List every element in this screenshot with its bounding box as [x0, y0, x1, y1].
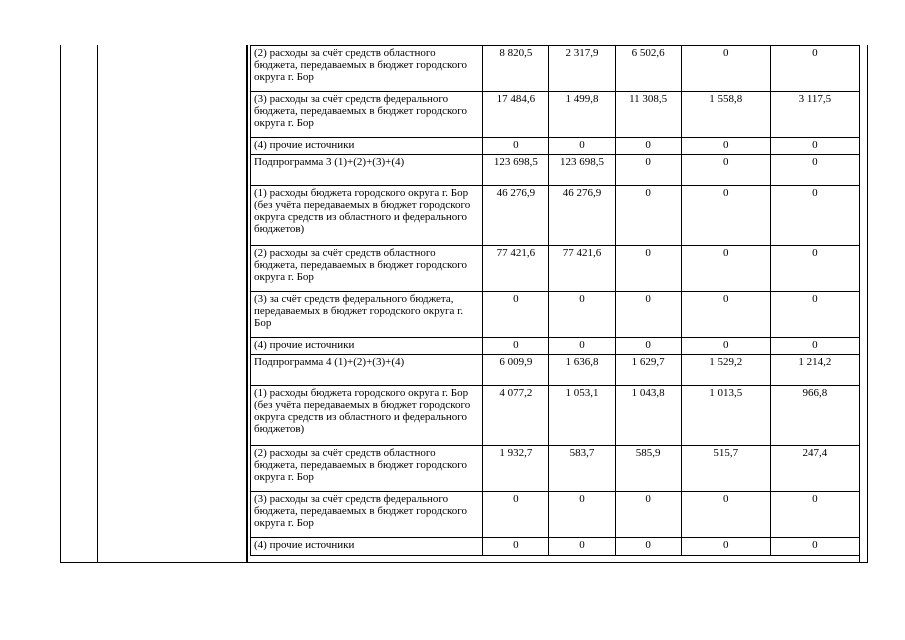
value-cell: 0 [770, 538, 859, 556]
row-label: Подпрограмма 3 (1)+(2)+(3)+(4) [251, 155, 483, 186]
value-cell: 0 [770, 292, 859, 338]
row-label: (2) расходы за счёт средств областного бюджета, передаваемых в бюджет городского округа г. Бор [251, 246, 483, 292]
row-label: (2) расходы за счёт средств областного бюджета, передаваемых в бюджет городского округа г. Бор [251, 46, 483, 92]
table-column-name [98, 45, 248, 563]
value-cell: 0 [681, 538, 770, 556]
table-row [251, 355, 860, 386]
value-cell: 0 [770, 492, 859, 538]
value-cell: 247,4 [770, 446, 859, 492]
value-cell: 1 636,8 [549, 355, 615, 386]
table-row [251, 492, 860, 538]
value-cell: 1 214,2 [770, 355, 859, 386]
row-label: (1) расходы бюджета городского округа г. Бор (без учёта передаваемых в бюджет городского округа средств из областного и федерального бюджетов) [251, 186, 483, 246]
value-cell: 0 [549, 492, 615, 538]
table-row [251, 186, 860, 246]
value-cell: 0 [615, 186, 681, 246]
value-cell: 0 [549, 538, 615, 556]
value-cell: 0 [681, 46, 770, 92]
row-label: (3) расходы за счёт средств федерального бюджета, передаваемых в бюджет городского округа г. Бор [251, 492, 483, 538]
value-cell: 1 499,8 [549, 92, 615, 138]
table-row [251, 538, 860, 556]
value-cell: 0 [615, 338, 681, 355]
table-row [251, 446, 860, 492]
table-row [251, 292, 860, 338]
value-cell: 585,9 [615, 446, 681, 492]
row-label: (3) за счёт средств федерального бюджета, передаваемых в бюджет городского округа г. Бор [251, 292, 483, 338]
row-label: (4) прочие источники [251, 138, 483, 155]
value-cell: 2 317,9 [549, 46, 615, 92]
value-cell: 1 013,5 [681, 386, 770, 446]
value-cell: 8 820,5 [483, 46, 549, 92]
table-row [251, 338, 860, 355]
table-row [251, 386, 860, 446]
value-cell: 0 [681, 155, 770, 186]
row-label: Подпрограмма 4 (1)+(2)+(3)+(4) [251, 355, 483, 386]
value-cell: 0 [681, 138, 770, 155]
value-cell: 0 [770, 186, 859, 246]
value-cell: 17 484,6 [483, 92, 549, 138]
value-cell: 0 [681, 492, 770, 538]
value-cell: 583,7 [549, 446, 615, 492]
table-row [251, 155, 860, 186]
value-cell: 0 [483, 138, 549, 155]
value-cell: 1 053,1 [549, 386, 615, 446]
value-cell: 123 698,5 [483, 155, 549, 186]
value-cell: 966,8 [770, 386, 859, 446]
value-cell: 0 [549, 338, 615, 355]
table-row [251, 46, 860, 92]
table-column-number [60, 45, 98, 563]
value-cell: 0 [770, 155, 859, 186]
value-cell: 0 [770, 138, 859, 155]
value-cell: 4 077,2 [483, 386, 549, 446]
financing-table [250, 45, 860, 556]
value-cell: 0 [483, 338, 549, 355]
value-cell: 0 [483, 292, 549, 338]
value-cell: 77 421,6 [549, 246, 615, 292]
value-cell: 1 529,2 [681, 355, 770, 386]
row-label: (1) расходы бюджета городского округа г. Бор (без учёта передаваемых в бюджет городского округа средств из областного и федерального бюджетов) [251, 386, 483, 446]
table-column-right-edge [859, 45, 868, 563]
value-cell: 1 558,8 [681, 92, 770, 138]
value-cell: 0 [615, 492, 681, 538]
value-cell: 515,7 [681, 446, 770, 492]
value-cell: 46 276,9 [483, 186, 549, 246]
value-cell: 77 421,6 [483, 246, 549, 292]
value-cell: 0 [770, 246, 859, 292]
value-cell: 0 [615, 292, 681, 338]
value-cell: 11 308,5 [615, 92, 681, 138]
value-cell: 1 932,7 [483, 446, 549, 492]
value-cell: 6 502,6 [615, 46, 681, 92]
row-label: (4) прочие источники [251, 338, 483, 355]
value-cell: 0 [483, 538, 549, 556]
table-row [251, 246, 860, 292]
value-cell: 0 [615, 246, 681, 292]
row-label: (3) расходы за счёт средств федерального бюджета, передаваемых в бюджет городского округа г. Бор [251, 92, 483, 138]
value-cell: 0 [681, 186, 770, 246]
table-bottom-border [60, 562, 868, 563]
value-cell: 0 [681, 246, 770, 292]
value-cell: 46 276,9 [549, 186, 615, 246]
value-cell: 0 [549, 138, 615, 155]
value-cell: 0 [615, 138, 681, 155]
value-cell: 1 043,8 [615, 386, 681, 446]
table-row [251, 138, 860, 155]
value-cell: 0 [483, 492, 549, 538]
row-label: (4) прочие источники [251, 538, 483, 556]
row-label: (2) расходы за счёт средств областного бюджета, передаваемых в бюджет городского округа г. Бор [251, 446, 483, 492]
value-cell: 0 [615, 538, 681, 556]
value-cell: 0 [681, 338, 770, 355]
value-cell: 1 629,7 [615, 355, 681, 386]
value-cell: 0 [615, 155, 681, 186]
value-cell: 0 [770, 338, 859, 355]
value-cell: 3 117,5 [770, 92, 859, 138]
value-cell: 6 009,9 [483, 355, 549, 386]
table-row [251, 92, 860, 138]
value-cell: 0 [549, 292, 615, 338]
value-cell: 123 698,5 [549, 155, 615, 186]
value-cell: 0 [770, 46, 859, 92]
value-cell: 0 [681, 292, 770, 338]
